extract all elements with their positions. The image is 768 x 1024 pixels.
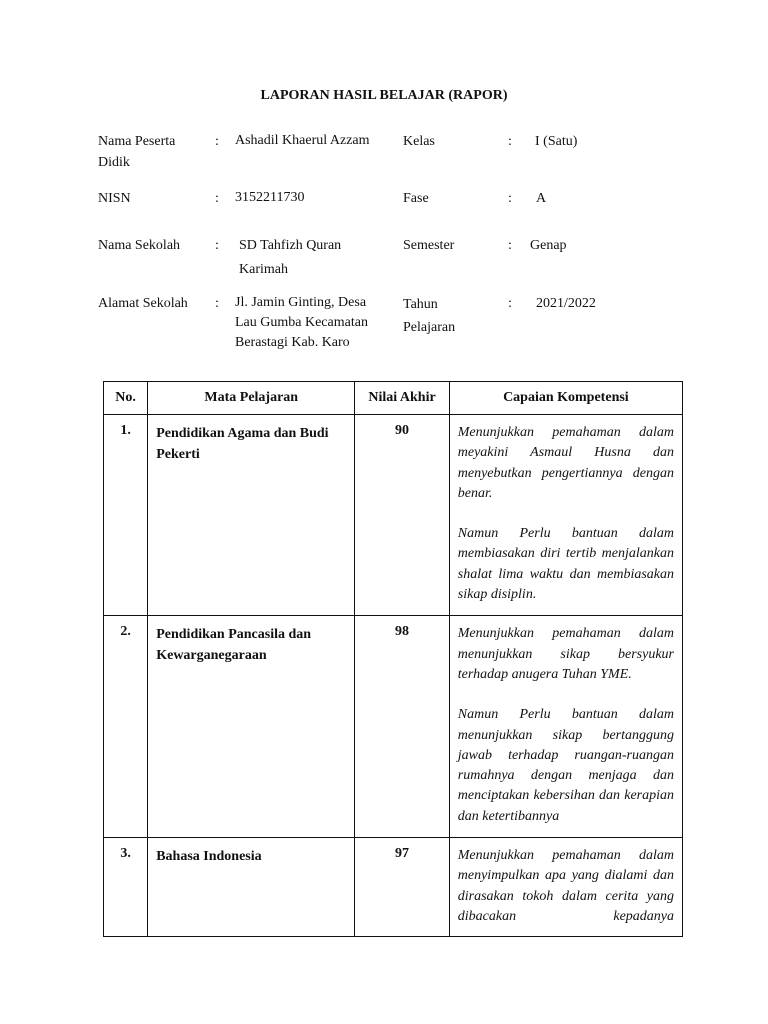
subject-name: Bahasa Indonesia — [148, 838, 355, 937]
table-row — [104, 616, 683, 838]
subject-name: Pendidikan Pancasila dan Kewarganegaraan — [148, 616, 355, 838]
colon: : — [215, 191, 219, 206]
competency-paragraph: Menunjukkan pemahaman dalam menunjukkan sikap bersyukur terhadap anugera Tuhan YME. — [457, 626, 674, 682]
final-score: 98 — [355, 616, 449, 838]
competency-paragraph: Namun Perlu bantuan dalam membiasakan diri tertib menjalankan shalat lima waktu dan membiasakan sikap disiplin. — [457, 526, 674, 603]
value-semester: Genap — [530, 238, 567, 253]
colon: : — [508, 238, 512, 253]
value-alamat-sekolah: Jl. Jamin Ginting, Desa Lau Gumba Kecamatan Berastagi Kab. Karo — [235, 295, 368, 350]
document-title: LAPORAN HASIL BELAJAR (RAPOR) — [260, 88, 508, 103]
label-nama-sekolah: Nama Sekolah — [98, 238, 181, 253]
label-fase: Fase — [403, 191, 429, 206]
label-nama-peserta: Nama Peserta Didik — [98, 134, 176, 170]
colon: : — [508, 191, 512, 206]
header-capaian-kompetensi: Capaian Kompetensi — [449, 382, 682, 415]
colon: : — [215, 238, 219, 253]
label-kelas: Kelas — [403, 134, 435, 149]
colon: : — [215, 296, 219, 311]
competency-description — [449, 415, 682, 616]
final-score: 97 — [355, 838, 449, 937]
competency-paragraph: Namun Perlu bantuan dalam menunjukkan sikap bertanggung jawab terhadap ruangan-ruangan rumahnya dengan menjaga dan menciptakan kebersihan dan kerapian dan ketertibannya — [457, 707, 674, 824]
row-number: 3. — [104, 838, 148, 937]
table-row — [104, 838, 683, 937]
header-mata-pelajaran: Mata Pelajaran — [148, 382, 355, 415]
grades-table — [103, 381, 683, 937]
row-number: 1. — [104, 415, 148, 616]
value-tahun-pelajaran: 2021/2022 — [536, 296, 596, 311]
header-no: No. — [104, 382, 148, 415]
competency-paragraph: Menunjukkan pemahaman dalam meyakini Asmaul Husna dan menyebutkan pengertiannya dengan benar. — [457, 425, 674, 501]
label-nisn: NISN — [98, 191, 131, 206]
colon: : — [508, 134, 512, 149]
colon: : — [508, 296, 512, 311]
value-nisn: 3152211730 — [235, 190, 305, 205]
subject-name: Pendidikan Agama dan Budi Pekerti — [148, 415, 355, 616]
label-alamat-sekolah: Alamat Sekolah — [98, 296, 188, 311]
value-kelas: I (Satu) — [535, 134, 578, 149]
value-nama-peserta: Ashadil Khaerul Azzam — [235, 133, 370, 148]
label-semester: Semester — [403, 238, 455, 253]
competency-description — [449, 838, 682, 937]
label-tahun-pelajaran: Tahun Pelajaran — [403, 297, 456, 335]
header-nilai-akhir: Nilai Akhir — [355, 382, 449, 415]
colon: : — [215, 134, 219, 149]
value-fase: A — [536, 191, 547, 206]
competency-paragraph: Menunjukkan pemahaman dalam menyimpulkan apa yang dialami dan dirasakan tokoh dalam cerita yang dibacakan kepadanya — [457, 848, 674, 924]
competency-description — [449, 616, 682, 838]
table-header-row — [104, 382, 683, 415]
value-nama-sekolah: SD Tahfizh Quran Karimah — [239, 238, 342, 277]
table-row — [104, 415, 683, 616]
row-number: 2. — [104, 616, 148, 838]
final-score: 90 — [355, 415, 449, 616]
